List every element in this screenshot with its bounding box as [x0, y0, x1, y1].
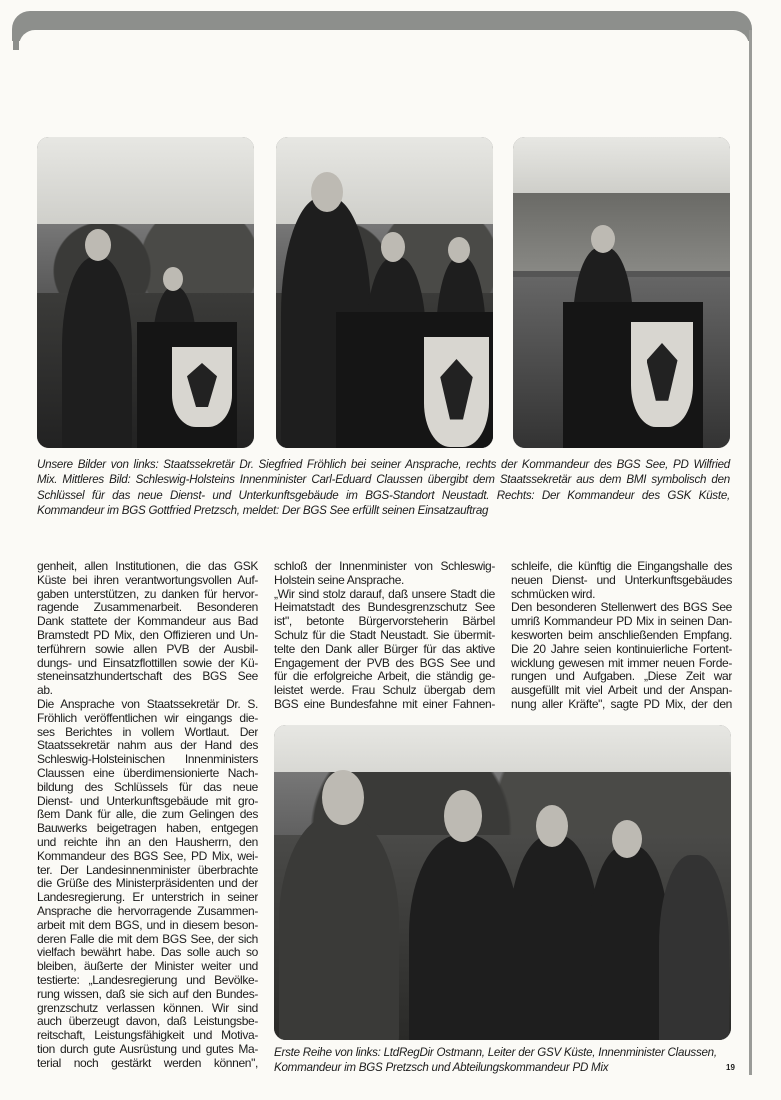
text-line: deren Falle die mit dem BGS See, der sich	[37, 932, 258, 946]
text-line: terführern sowie allen PVB der Ausbil-	[37, 642, 258, 656]
text-line: Die 20 Jahre seien kontinuierliche Fortent-	[511, 642, 732, 656]
text-line: Claussen eine überdimensionierte Nach-	[37, 766, 258, 780]
text-line: vielfach bewährt habe. Das solle auch so	[37, 946, 258, 960]
text-line: ausgefüllt mit viel Arbeit und der Anspan-	[511, 684, 732, 698]
text-line: genheit, allen Institutionen, die das GSK	[37, 560, 258, 573]
photo-commander-report	[513, 137, 730, 448]
text-line: wicklung gewesen mit immer neuen Forde-	[511, 656, 732, 670]
text-line: für die erfolgreiche Arbeit, die ständig ge-	[274, 670, 495, 684]
text-line: Dienst- und Unterkunftsgebäude mit gro-	[37, 794, 258, 808]
photo-caption-bottom	[274, 1045, 744, 1076]
text-line: Kommandeur im BGS Pretzsch und Abteilungskommandeur PD Mix	[274, 1061, 609, 1075]
text-line: Unsere Bilder von links: Staatssekretär Dr. Siegfried Fröhlich bei seiner Ansprache, rechts der Kommandeur des BGS See, PD Wilfried	[37, 458, 730, 471]
text-line: ragende Zusammenarbeit. Besonderen	[37, 601, 258, 615]
text-column-3	[511, 560, 732, 712]
text-line: gaben unterstützen, zu danken für hervor-	[37, 587, 258, 601]
text-line: rungen und Aufgaben. „Diese Zeit war	[511, 670, 732, 684]
paragraph	[274, 588, 495, 712]
text-column-1	[37, 560, 258, 1070]
text-line: neuen Dienst- und Unterkunftsgebäudes	[511, 573, 732, 587]
photo-front-row-guests	[274, 725, 731, 1040]
photo-key-handover	[276, 137, 493, 448]
text-line: Den besonderen Stellenwert des BGS See	[511, 601, 732, 615]
text-line: dungs- und Einsatzflottillen sowie der Kü-	[37, 656, 258, 670]
text-line: Holstein seine Ansprache.	[274, 573, 405, 587]
text-line: bildung des Schlüssels für das neue	[37, 780, 258, 794]
frame-rule-left	[13, 30, 19, 50]
text-line: reitschaft, Leistungsfähigkeit und Motiva-	[37, 1029, 258, 1043]
text-line: telte den Dank aller Bürger für das aktive	[274, 642, 495, 656]
text-line: auch überzeugt davon, daß Leistungsbe-	[37, 1015, 258, 1029]
paragraph	[511, 560, 732, 601]
text-line: „Wir sind stolz darauf, daß unsere Stadt die	[274, 587, 495, 601]
text-line: Schleswig-Holsteinischen Innenministers	[37, 753, 258, 767]
text-line: ab.	[37, 684, 53, 698]
paragraph	[511, 601, 732, 711]
text-line: rung wissen, daß sie sich auf den Bundes-	[37, 987, 258, 1001]
text-line: Landesregierung. Er unterstrich in seiner	[37, 891, 258, 905]
text-line: BGS eine Bundesfahne mit einer Fahnen-	[274, 697, 495, 711]
paragraph	[37, 560, 258, 698]
text-line: testierte: „Landesregierung und Bevölke-	[37, 973, 258, 987]
text-line: Die Ansprache von Staatssekretär Dr. S.	[37, 697, 258, 711]
text-line: Küste bei ihren verantwortungsvollen Auf-	[37, 573, 258, 587]
text-line: bleiben, äußerte der Minister weiter und	[37, 960, 258, 974]
text-line: tion durch gute Ausrüstung und gutes Ma-	[37, 1042, 258, 1056]
text-line: grenzschutz verlassen können. Wir sind	[37, 1001, 258, 1015]
text-line: Schlüssel für das neue Dienst- und Unterkunftsgebäude im BGS-Standort Neustadt. Rechts: Der Kommandeur des GSK Küste,	[37, 488, 730, 502]
text-line: leistet werde. Frau Schulz übergab dem	[274, 684, 495, 698]
text-line: Bramstedt PD Mix, den Offizieren und Un-	[37, 628, 258, 642]
text-line: schleife, die künftig die Eingangshalle des	[511, 560, 732, 573]
photo-state-secretary-speech	[37, 137, 254, 448]
text-line: Erste Reihe von links: LtdRegDir Ostmann, Leiter der GSV Küste, Innenminister Claussen,	[274, 1046, 717, 1059]
text-line: Heimatstadt des Bundesgrenzschutz See	[274, 601, 495, 615]
paragraph	[37, 698, 258, 1071]
photo-caption-top	[37, 457, 730, 519]
text-line: schloß der Innenminister von Schleswig-	[274, 560, 495, 573]
text-line: Bauwerks beigetragen haben, entgegen	[37, 822, 258, 836]
text-line: Kommandeur im BGS Gottfried Pretzsch, meldet: Der BGS See erfüllt seinen Einsatzauftrag	[37, 504, 489, 518]
page-header-inner	[19, 30, 749, 60]
paragraph	[274, 560, 495, 588]
text-line: Staatssekretär nahm aus der Hand des	[37, 739, 258, 753]
text-line: die Grüße des Ministerpräsidenten und der	[37, 877, 258, 891]
text-line: terial noch gestärkt werden können",	[37, 1056, 258, 1070]
text-line: kesworten beim anschließenden Empfang.	[511, 628, 732, 642]
text-line: arbeit mit dem BGS, und in diesem beson-	[37, 918, 258, 932]
text-line: ter. Der Landesinnenminister überbrachte	[37, 863, 258, 877]
text-line: Schulz für die Stadt Neustadt. Sie übermit-	[274, 628, 495, 642]
text-line: Ansprache die hervorragende Zusammen-	[37, 904, 258, 918]
page-number: 19	[726, 1063, 735, 1072]
text-line: Engagement der PVB des BGS See und	[274, 656, 495, 670]
text-line: Mix. Mittleres Bild: Schleswig-Holsteins Innenminister Carl-Eduard Claussen übergibt dem Staatssekretär aus dem BMI symbolisch den	[37, 473, 730, 487]
text-line: und reichte ihn an den Hausherrn, den	[37, 835, 258, 849]
text-line: umriß Kommandeur PD Mix in seinen Dan-	[511, 615, 732, 629]
text-line: Dank stattete der Kommandeur aus Bad	[37, 615, 258, 629]
text-line: steneinsatzhundertschaft des BGS See	[37, 670, 258, 684]
text-line: nung aller Kräfte", sagte PD Mix, der den	[511, 697, 732, 711]
frame-rule-right	[749, 30, 752, 1075]
text-line: ßem Dank für alle, die zum Gelingen des	[37, 808, 258, 822]
text-column-2	[274, 560, 495, 712]
text-line: schmücken wird.	[511, 587, 596, 601]
text-line: ses Berichtes in vollem Wortlaut. Der	[37, 725, 258, 739]
text-line: Fröhlich veröffentlichen wir eingangs die-	[37, 711, 258, 725]
text-line: ist", betonte Bürgervorsteherin Bärbel	[274, 615, 495, 629]
text-line: Kommandeur des BGS See, PD Mix, wei-	[37, 849, 258, 863]
